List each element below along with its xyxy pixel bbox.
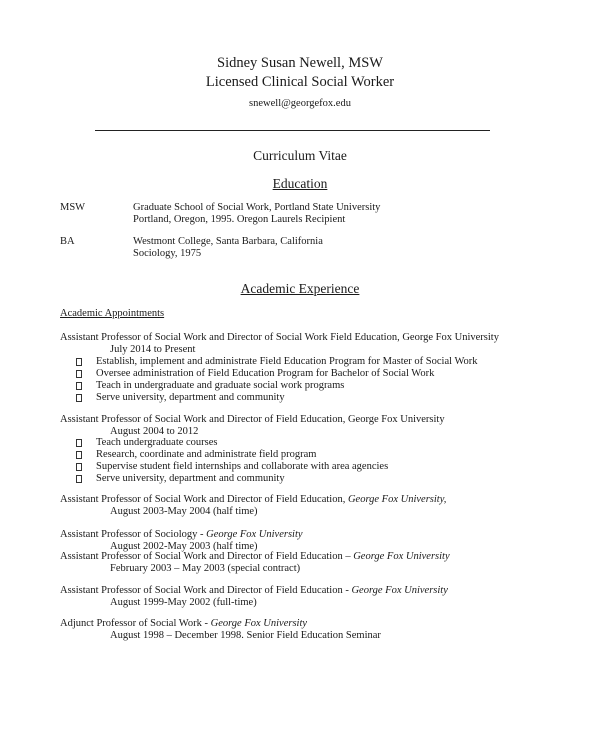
bullet-box-icon: [76, 463, 82, 471]
professional-title: Licensed Clinical Social Worker: [205, 74, 395, 90]
bullet-box-icon: [76, 439, 82, 447]
degree-msw: MSW: [60, 202, 86, 213]
position-title: Assistant Professor of Social Work and Director of Field Education, George Fox University,: [60, 494, 447, 505]
email-address: snewell@georgefox.edu: [249, 98, 351, 109]
position-bullet: Oversee administration of Field Education Program for Bachelor of Social Work: [96, 368, 435, 379]
position-dates: August 2004 to 2012: [110, 426, 199, 437]
degree-msw-details: Portland, Oregon, 1995. Oregon Laurels Recipient: [133, 214, 346, 225]
position-dates: February 2003 – May 2003 (special contract): [110, 563, 301, 574]
position-dates: August 2003-May 2004 (half time): [110, 506, 258, 517]
academic-appointments-subheading: Academic Appointments: [60, 308, 165, 319]
bullet-box-icon: [76, 394, 82, 402]
position-title: Assistant Professor of Social Work and Director of Field Education, George Fox University: [60, 414, 445, 425]
position-title: Assistant Professor of Social Work and Director of Social Work Field Education, George Fox University: [60, 332, 499, 343]
position-dates: August 1998 – December 1998. Senior Field Education Seminar: [110, 630, 381, 641]
position-bullet: Teach in undergraduate and graduate social work programs: [96, 380, 345, 391]
position-dates: August 1999-May 2002 (full-time): [110, 597, 257, 608]
position-institution: George Fox University: [351, 585, 448, 596]
position-dates: August 2002-May 2003 (half time): [110, 541, 258, 552]
position-title: Assistant Professor of Social Work and Director of Field Education – George Fox University: [60, 551, 450, 562]
position-bullet: Research, coordinate and administrate field program: [96, 449, 317, 460]
position-bullet: Teach undergraduate courses: [96, 437, 218, 448]
position-bullet: Supervise student field internships and collaborate with area agencies: [96, 461, 389, 472]
degree-ba: BA: [60, 236, 75, 247]
position-institution: George Fox University: [210, 618, 308, 629]
degree-msw-school: Graduate School of Social Work, Portland State University: [133, 202, 381, 213]
education-heading: Education: [272, 176, 328, 191]
person-name: Sidney Susan Newell, MSW: [217, 55, 383, 71]
position-institution: George Fox University,: [347, 494, 447, 505]
position-institution: George Fox University: [353, 551, 450, 562]
academic-experience-heading: Academic Experience: [240, 281, 360, 296]
bullet-box-icon: [76, 382, 82, 390]
position-institution: George Fox University: [206, 529, 303, 540]
header-divider: [95, 130, 490, 131]
position-title: Assistant Professor of Sociology - George Fox University: [60, 529, 303, 540]
bullet-box-icon: [76, 451, 82, 459]
bullet-box-icon: [76, 358, 82, 366]
bullet-box-icon: [76, 475, 82, 483]
bullet-box-icon: [76, 370, 82, 378]
position-title: Assistant Professor of Social Work and Director of Field Education - George Fox University: [60, 585, 448, 596]
position-title: Adjunct Professor of Social Work - George Fox University: [60, 618, 308, 629]
degree-ba-school: Westmont College, Santa Barbara, California: [133, 236, 323, 247]
degree-ba-details: Sociology, 1975: [133, 248, 202, 259]
document-title: Curriculum Vitae: [253, 148, 347, 163]
position-bullet: Establish, implement and administrate Field Education Program for Master of Social Work: [96, 356, 478, 367]
position-bullet: Serve university, department and community: [96, 392, 285, 403]
position-bullet: Serve university, department and community: [96, 473, 285, 484]
position-dates: July 2014 to Present: [110, 344, 196, 355]
